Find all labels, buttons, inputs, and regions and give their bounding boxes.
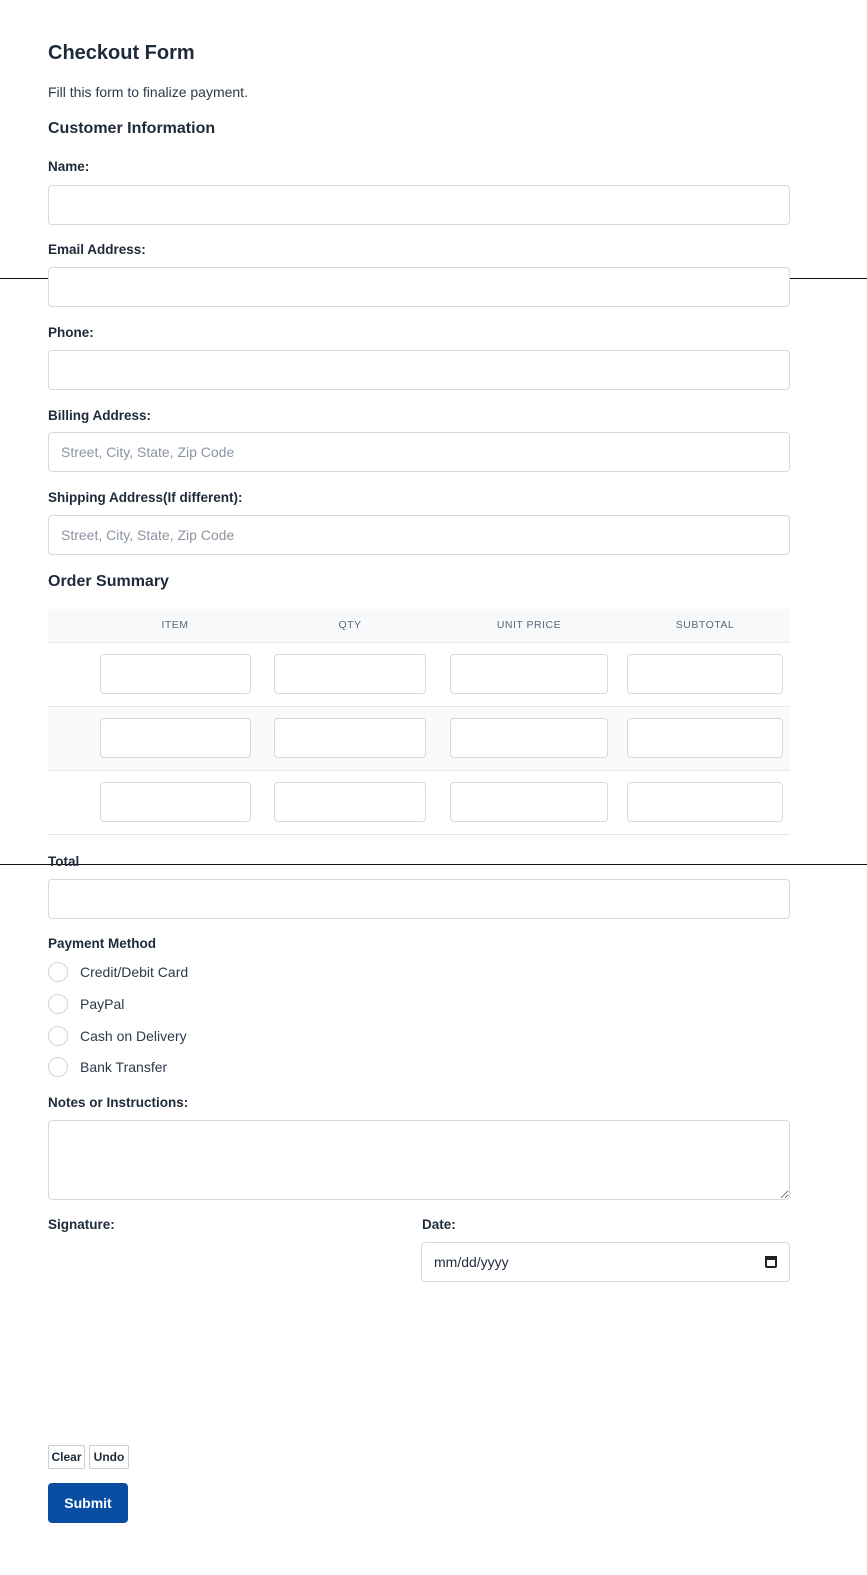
total-input[interactable]: [48, 879, 790, 919]
subtotal-input[interactable]: [627, 654, 783, 694]
unit-price-input[interactable]: [450, 782, 608, 822]
signature-pad[interactable]: [48, 1240, 408, 1440]
unit-price-cell: [438, 706, 620, 770]
item-input[interactable]: [100, 654, 251, 694]
payment-option-label: Bank Transfer: [80, 1059, 168, 1075]
order-header-row: [48, 609, 790, 642]
billing-address-label: Billing Address:: [48, 408, 152, 423]
qty-cell: [262, 642, 438, 706]
unit-price-cell: [438, 642, 620, 706]
column-header-subtotal: SUBTOTAL: [620, 609, 790, 642]
column-header-qty: QTY: [262, 609, 438, 642]
signature-label: Signature:: [48, 1217, 115, 1232]
shipping-address-input[interactable]: [48, 515, 790, 555]
table-row: [48, 770, 790, 834]
item-cell: [88, 642, 262, 706]
date-input[interactable]: [421, 1242, 790, 1282]
payment-option-label: PayPal: [80, 996, 125, 1012]
column-header-item: ITEM: [88, 609, 262, 642]
submit-button[interactable]: Submit: [48, 1483, 128, 1523]
radio-button[interactable]: [48, 1026, 68, 1046]
item-input[interactable]: [100, 782, 251, 822]
date-value: mm/dd/yyyy: [434, 1254, 509, 1270]
subtotal-cell: [620, 770, 790, 834]
table-row: [48, 706, 790, 770]
subtotal-input[interactable]: [627, 782, 783, 822]
form-description: Fill this form to finalize payment.: [48, 84, 248, 100]
customer-section-title: Customer Information: [48, 120, 216, 137]
calendar-icon[interactable]: [765, 1256, 777, 1268]
name-label: Name:: [48, 159, 90, 174]
subtotal-input[interactable]: [627, 718, 783, 758]
unit-price-cell: [438, 770, 620, 834]
checkout-form: [48, 40, 790, 1511]
qty-input[interactable]: [274, 654, 426, 694]
qty-input[interactable]: [274, 718, 426, 758]
email-input[interactable]: [48, 267, 790, 307]
payment-method-label: Payment Method: [48, 936, 157, 951]
order-section-title: Order Summary: [48, 573, 169, 590]
subtotal-cell: [620, 642, 790, 706]
page-title: Checkout Form: [48, 42, 195, 64]
qty-input[interactable]: [274, 782, 426, 822]
email-label: Email Address:: [48, 242, 146, 257]
subtotal-cell: [620, 706, 790, 770]
radio-button[interactable]: [48, 962, 68, 982]
table-row: [48, 642, 790, 706]
undo-signature-button[interactable]: Undo: [89, 1445, 129, 1469]
qty-cell: [262, 770, 438, 834]
row-spacer: [48, 642, 88, 706]
date-label: Date:: [422, 1217, 456, 1232]
payment-option-card[interactable]: [48, 962, 188, 982]
column-header-unit-price: UNIT PRICE: [438, 609, 620, 642]
unit-price-input[interactable]: [450, 718, 608, 758]
name-input[interactable]: [48, 185, 790, 225]
item-cell: [88, 770, 262, 834]
payment-option-label: Cash on Delivery: [80, 1028, 187, 1044]
payment-option-bank[interactable]: [48, 1057, 167, 1077]
notes-label: Notes or Instructions:: [48, 1095, 189, 1110]
phone-input[interactable]: [48, 350, 790, 390]
notes-textarea[interactable]: [48, 1120, 790, 1200]
item-cell: [88, 706, 262, 770]
total-label: Total: [48, 854, 80, 869]
payment-option-label: Credit/Debit Card: [80, 964, 189, 980]
qty-cell: [262, 706, 438, 770]
row-spacer: [48, 706, 88, 770]
divider-line: [0, 864, 867, 865]
phone-label: Phone:: [48, 325, 94, 340]
row-spacer-header: [48, 609, 88, 642]
row-spacer: [48, 770, 88, 834]
billing-address-input[interactable]: [48, 432, 790, 472]
payment-option-cod[interactable]: [48, 1026, 187, 1046]
clear-signature-button[interactable]: Clear: [48, 1445, 85, 1469]
unit-price-input[interactable]: [450, 654, 608, 694]
order-table: [48, 609, 790, 835]
item-input[interactable]: [100, 718, 251, 758]
shipping-address-label: Shipping Address(If different):: [48, 490, 243, 505]
radio-button[interactable]: [48, 1057, 68, 1077]
payment-option-paypal[interactable]: [48, 994, 124, 1014]
radio-button[interactable]: [48, 994, 68, 1014]
